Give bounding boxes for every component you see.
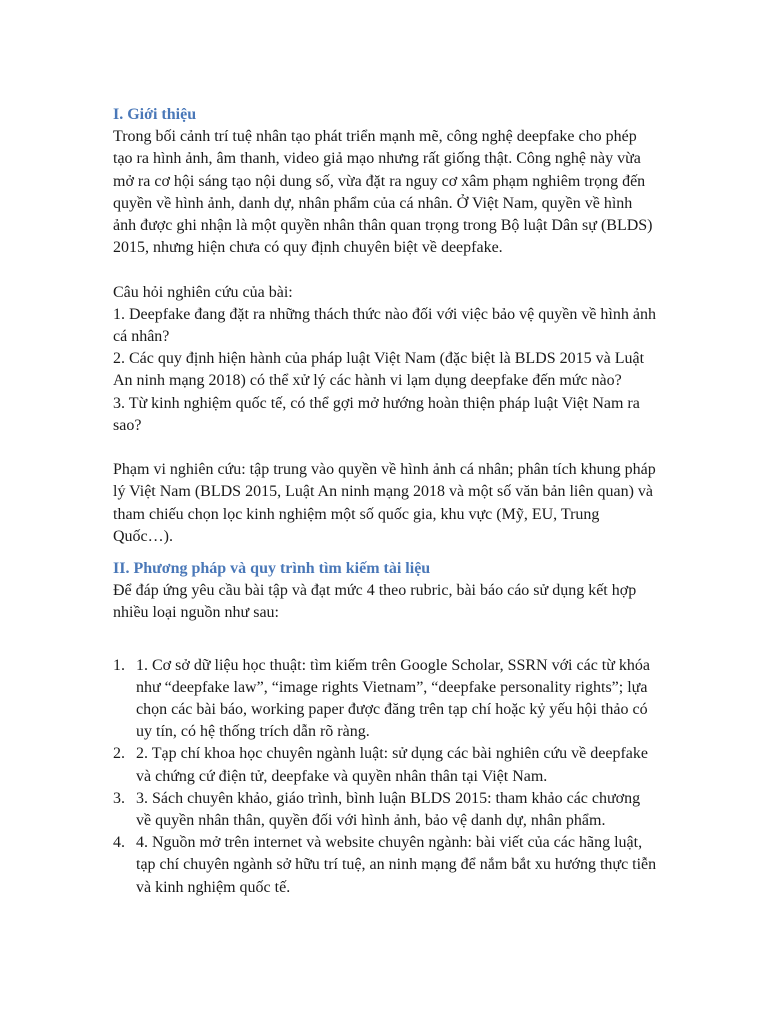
research-question-2: 2. Các quy định hiện hành của pháp luật Việt Nam (đặc biệt là BLDS 2015 và Luật An ninh mạng 2018) có thể xử lý các hành vi lạm dụng deepfake đến mức nào?: [113, 350, 645, 390]
research-question-1: 1. Deepfake đang đặt ra những thách thức nào đối với việc bảo vệ quyền về hình ảnh cá nhân?: [113, 305, 656, 346]
source-list: [113, 655, 658, 899]
spacer: [113, 625, 658, 655]
research-question-3: 3. Từ kinh nghiệm quốc tế, có thể gợi mở hướng hoàn thiện pháp luật Việt Nam ra sao?: [113, 394, 640, 434]
source-list-item: [113, 788, 658, 832]
list-item-number: 3.: [113, 789, 125, 807]
source-list-item: [113, 743, 658, 787]
spacer: [113, 548, 658, 558]
section-1-intro-paragraph: Trong bối cảnh trí tuệ nhân tạo phát triển mạnh mẽ, công nghệ deepfake cho phép tạo ra hình ảnh, âm thanh, video giả mạo nhưng rất giống thật. Công nghệ này vừa mở ra cơ hội sáng tạo nội dung số, vừa đặt ra nguy cơ xâm phạm nghiêm trọng đến quyền về hình ảnh, danh dự, nhân phẩm của cá nhân. Ở Việt Nam, quyền về hình ảnh được ghi nhận là một quyền nhân thân quan trọng trong Bộ luật Dân sự (BLDS) 2015, nhưng hiện chưa có quy định chuyên biệt về deepfake.: [113, 128, 653, 257]
list-item-text: 3. Sách chuyên khảo, giáo trình, bình luận BLDS 2015: tham khảo các chương về quyền nhân thân, quyền đối với hình ảnh, bảo vệ danh dự, nhân phẩm.: [136, 789, 641, 830]
source-list-item: [113, 832, 658, 899]
research-scope-paragraph: Phạm vi nghiên cứu: tập trung vào quyền về hình ảnh cá nhân; phân tích khung pháp lý Việt Nam (BLDS 2015, Luật An ninh mạng 2018 và một số văn bản liên quan) và tham chiếu chọn lọc kinh nghiệm một số quốc gia, khu vực (Mỹ, EU, Trung Quốc…).: [113, 461, 656, 545]
list-item-text: 1. Cơ sở dữ liệu học thuật: tìm kiếm trên Google Scholar, SSRN với các từ khóa như “deepfake law”, “image rights Vietnam”, “deepfake personality rights”; lựa chọn các bài báo, working paper được đăng trên tạp chí hoặc kỷ yếu hội thảo có uy tín, có hệ thống trích dẫn rõ ràng.: [136, 656, 651, 741]
section-2-intro-paragraph: Để đáp ứng yêu cầu bài tập và đạt mức 4 theo rubric, bài báo cáo sử dụng kết hợp nhiều loại nguồn như sau:: [113, 582, 637, 622]
source-list-item: [113, 655, 658, 744]
section-1-heading: I. Giới thiệu: [113, 106, 197, 123]
research-questions-title: Câu hỏi nghiên cứu của bài:: [113, 283, 293, 301]
list-item-number: 1.: [113, 656, 125, 674]
section-2-heading: II. Phương pháp và quy trình tìm kiếm tài liệu: [113, 560, 431, 578]
spacer: [113, 259, 658, 281]
list-item-text: 4. Nguồn mở trên internet và website chuyên ngành: bài viết của các hãng luật, tạp chí chuyên ngành sở hữu trí tuệ, an ninh mạng để nắm bắt xu hướng thực tiễn và kinh nghiệm quốc tế.: [136, 834, 657, 896]
spacer: [113, 437, 658, 459]
document-page: [113, 104, 658, 899]
list-item-text: 2. Tạp chí khoa học chuyên ngành luật: sử dụng các bài nghiên cứu về deepfake và chứng cứ điện tử, deepfake và quyền nhân thân tại Việt Nam.: [136, 745, 648, 785]
list-item-number: 2.: [113, 745, 125, 763]
list-item-number: 4.: [113, 834, 125, 852]
